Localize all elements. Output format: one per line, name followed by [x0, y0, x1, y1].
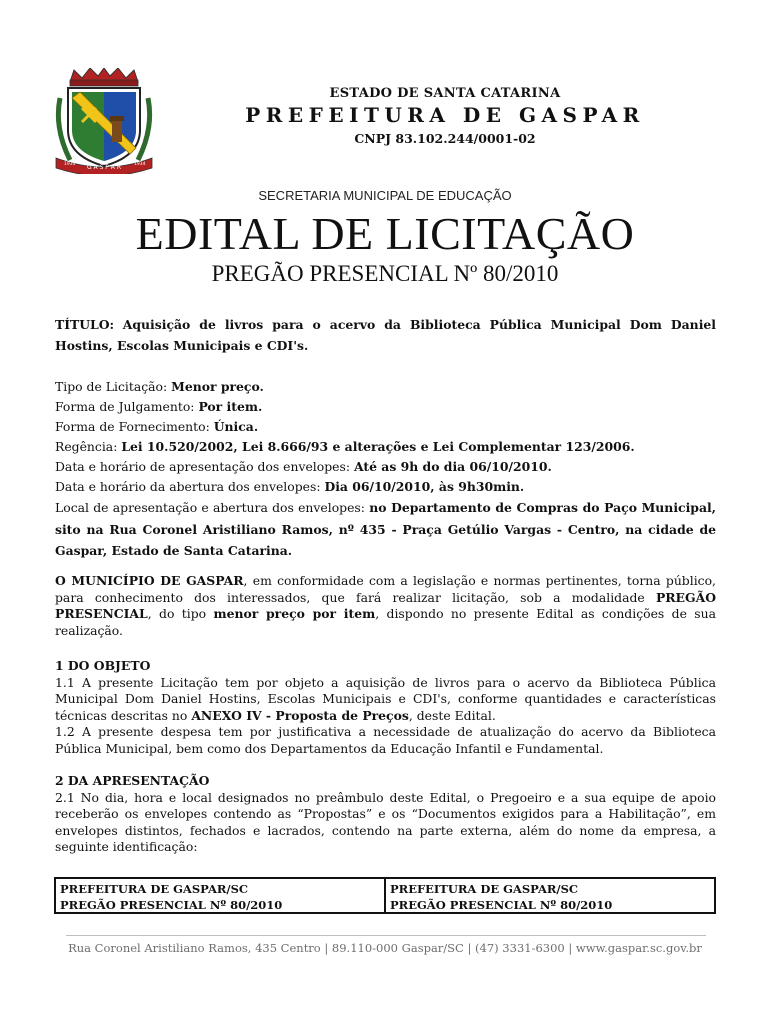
titulo-label: TÍTULO:: [55, 317, 115, 332]
meta-abertura: [55, 477, 716, 497]
state-name: ESTADO DE SANTA CATARINA: [329, 86, 561, 101]
meta-fornecimento: [55, 417, 716, 437]
objeto-item-1-2: 1.2 A presente despesa tem por justificativa a necessidade de atualização do acervo da Biblioteca Pública Municipal, bem como dos Departamentos da Educação Infantil e Fundamental.: [55, 724, 716, 756]
meta-apresentacao: [55, 457, 716, 477]
secretaria-name: SECRETARIA MUNICIPAL DE EDUCAÇÃO: [258, 188, 512, 203]
cnpj: CNPJ 83.102.244/0001-02: [354, 131, 536, 146]
objeto-item-1-1-end: , deste Edital.: [408, 707, 496, 723]
titulo-paragraph: [55, 314, 716, 356]
meta-apresentacao-value: Até as 9h do dia 06/10/2010.: [353, 459, 552, 474]
document-title: EDITAL DE LICITAÇÃO: [135, 208, 635, 259]
meta-tipo-label: Tipo de Licitação:: [55, 379, 172, 394]
meta-apresentacao-label: Data e horário de apresentação dos envelopes:: [55, 459, 354, 474]
preambulo-municipio: O MUNICÍPIO DE GASPAR: [55, 573, 244, 588]
meta-fornecimento-value: Única.: [213, 419, 259, 434]
objeto-anexo-ref: ANEXO IV - Proposta de Preços: [191, 707, 409, 723]
preambulo-text-3: , dispondo no presente Edital as condições de sua realização.: [55, 606, 716, 638]
meta-abertura-value: Dia 06/10/2010, às 9h30min.: [324, 479, 525, 494]
licitacao-meta: [55, 377, 716, 562]
objeto-item-1-1: [55, 675, 716, 725]
section-objeto: [55, 658, 716, 757]
section-objeto-title: 1 DO OBJETO: [55, 658, 151, 673]
preambulo-text-1: , em conformidade com a legislação e normas pertinentes, torna público, para conhecimento dos interessados, que fará realizar licitação, sob a modalidade: [55, 573, 716, 605]
envelope-id-cell-right: [384, 879, 714, 912]
meta-local-value: no Departamento de Compras do Paço Municipal, sito na Rua Coronel Aristiliano Ramos, nº 435 - Praça Getúlio Vargas - Centro, na cidade de Gaspar, Estado de Santa Catarina.: [55, 500, 716, 558]
envelope-identification-table: [54, 877, 716, 914]
envelope-id-right-line2: PREGÃO PRESENCIAL Nº 80/2010: [390, 898, 613, 912]
meta-tipo-value: Menor preço.: [171, 379, 264, 394]
objeto-item-1-1-text: 1.1 A presente Licitação tem por objeto a aquisição de livros para o acervo da Biblioteca Pública Municipal Dom Daniel Hostins, Escolas Municipais e CDI's, conforme quantidades e características técnicas descritas no: [55, 674, 716, 723]
meta-local: [55, 497, 716, 562]
crest-year-right: 1934: [134, 162, 146, 167]
crest-year-left: 1934: [64, 162, 76, 167]
meta-julgamento-value: Por item.: [198, 399, 263, 414]
footer-address: Rua Coronel Aristiliano Ramos, 435 Centro | 89.110-000 Gaspar/SC | (47) 3331-6300 | www.gaspar.sc.gov.br: [68, 941, 702, 955]
section-apresentacao-title: 2 DA APRESENTAÇÃO: [55, 773, 210, 788]
meta-regencia-label: Regência:: [55, 439, 122, 454]
preambulo-modalidade: PREGÃO PRESENCIAL: [55, 589, 716, 621]
meta-tipo: [55, 377, 716, 397]
meta-regencia: [55, 437, 716, 457]
meta-julgamento: [55, 397, 716, 417]
municipal-crest-icon: [52, 68, 156, 174]
meta-fornecimento-label: Forma de Fornecimento:: [55, 419, 214, 434]
footer-divider: [66, 935, 706, 936]
meta-local-label: Local de apresentação e abertura dos envelopes:: [55, 500, 370, 515]
titulo-text: Aquisição de livros para o acervo da Biblioteca Pública Municipal Dom Daniel Hostins, Escolas Municipais e CDI's.: [55, 317, 716, 353]
envelope-id-cell-left: [56, 879, 384, 912]
meta-regencia-value: Lei 10.520/2002, Lei 8.666/93 e alterações e Lei Complementar 123/2006.: [121, 439, 635, 454]
document-subtitle: PREGÃO PRESENCIAL Nº 80/2010: [211, 261, 559, 286]
envelope-id-left-line1: PREFEITURA DE GASPAR/SC: [60, 882, 249, 896]
meta-julgamento-label: Forma de Julgamento:: [55, 399, 199, 414]
envelope-id-right-line1: PREFEITURA DE GASPAR/SC: [390, 882, 579, 896]
preambulo-paragraph: [55, 573, 716, 639]
crest-ribbon-text: G A S P A R: [87, 164, 121, 171]
section-apresentacao: [55, 773, 716, 856]
meta-abertura-label: Data e horário da abertura dos envelopes:: [55, 479, 325, 494]
apresentacao-item-2-1: 2.1 No dia, hora e local designados no preâmbulo deste Edital, o Pregoeiro e a sua equipe de apoio receberão os envelopes contendo as “Propostas” e os “Documentos exigidos para a Habilitação”, em envelopes distintos, fechados e lacrados, contendo na parte externa, além do nome da empresa, a seguinte identificação:: [55, 789, 716, 854]
prefeitura-name: PREFEITURA DE GASPAR: [245, 103, 645, 127]
preambulo-text-2: , do tipo: [147, 606, 214, 621]
preambulo-tipo: menor preço por item: [213, 606, 376, 621]
envelope-id-left-line2: PREGÃO PRESENCIAL Nº 80/2010: [60, 898, 283, 912]
